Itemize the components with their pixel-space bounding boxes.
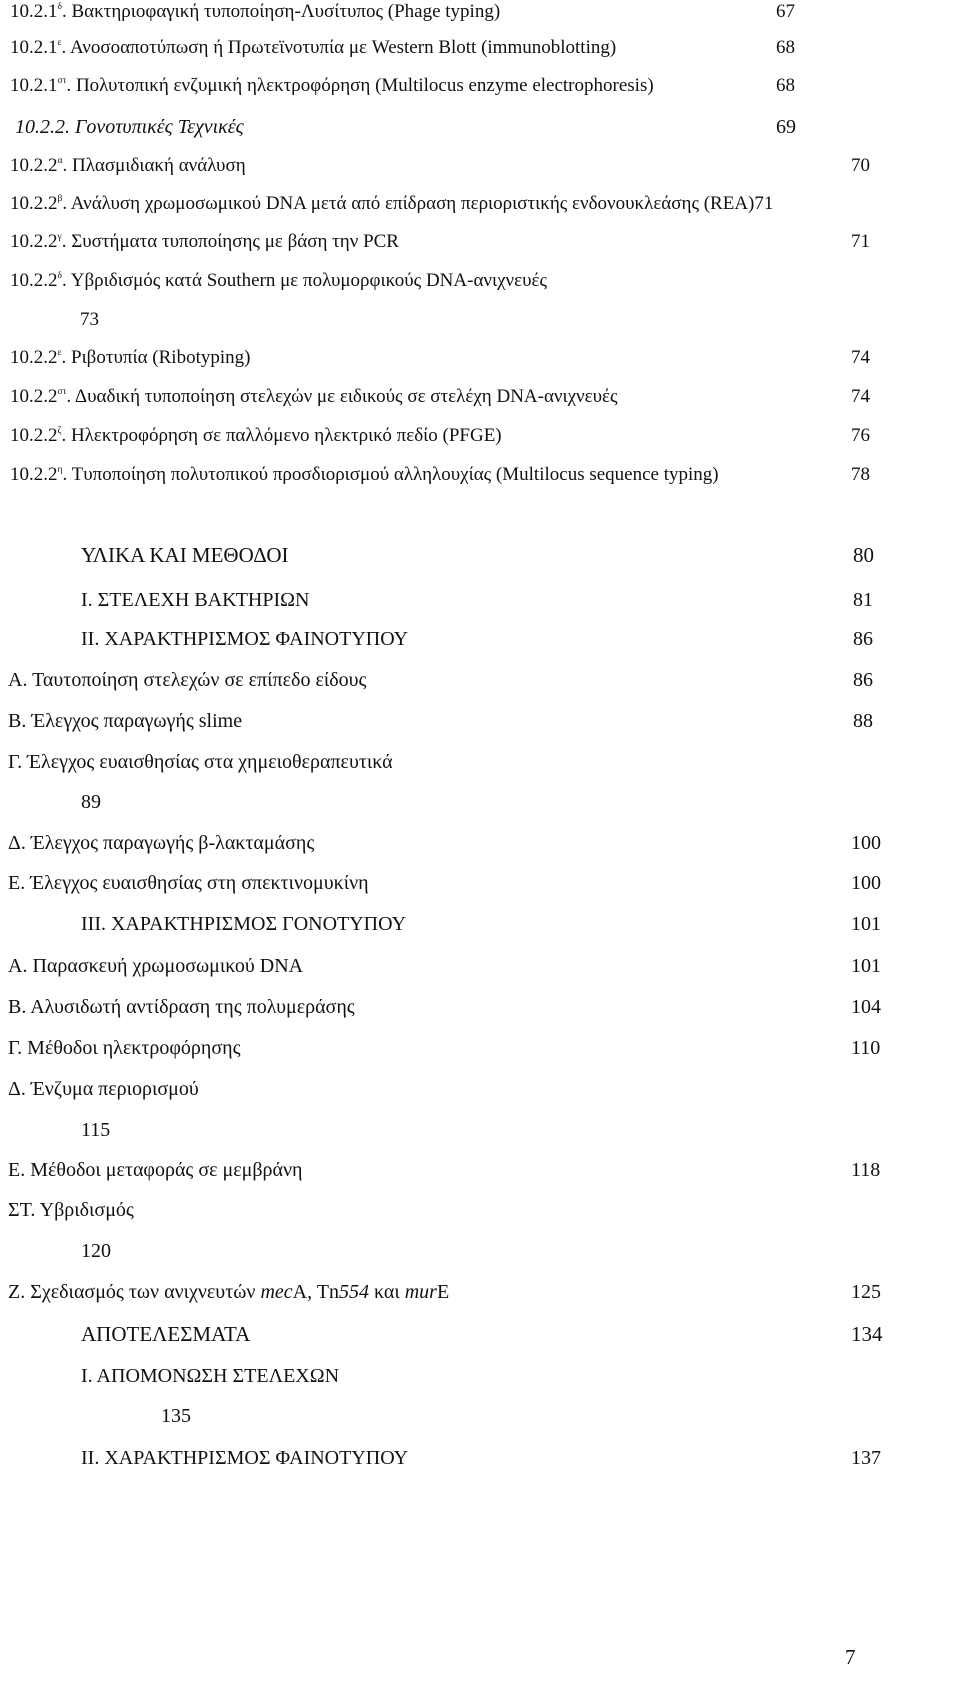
toc-entry: ΙΙΙ. ΧΑΡΑΚΤΗΡΙΣΜΟΣ ΓΟΝΟΤΥΠΟΥ: [81, 913, 407, 935]
toc-page-number: 134: [851, 1322, 883, 1346]
toc-entry: Ι. ΣΤΕΛΕΧΗ ΒΑΚΤΗΡΙΩΝ: [81, 589, 310, 611]
toc-page-number: 135: [161, 1405, 191, 1427]
toc-page-number: 74: [851, 347, 870, 368]
toc-entry: Β. Έλεγχος παραγωγής slime: [8, 710, 243, 732]
toc-chapter-heading: ΑΠΟΤΕΛΕΣΜΑΤΑ: [81, 1322, 251, 1346]
toc-entry: $10.2.2^{\sigma\tau}$. Δυαδική τυποποίηση στελεχών με ειδικούς σε στελέχη DNA-ανιχνευές: [10, 386, 618, 407]
toc-entry: Γ. Μέθοδοι ηλεκτροφόρησης: [8, 1037, 241, 1059]
toc-entry: Β. Αλυσιδωτή αντίδραση της πολυμεράσης: [8, 996, 355, 1018]
toc-entry: Α. Ταυτοποίηση στελεχών σε επίπεδο είδους: [8, 669, 367, 691]
toc-page-number: 74: [851, 386, 870, 407]
toc-page-number: 120: [81, 1240, 111, 1262]
toc-entry: Ζ. Σχεδιασμός των ανιχνευτών mecA, Tn554 και murE: [8, 1281, 450, 1303]
toc-entry: $10.2.1^\varepsilon$. Ανοσοαποτύπωση ή Πρωτεϊνοτυπία με Western Blott (immunoblotting): [10, 37, 617, 58]
toc-page-number: 110: [851, 1037, 881, 1059]
toc-page-number: 101: [851, 913, 881, 935]
toc-entry: $10.2.1^{\sigma\tau}$. Πολυτοπική ενζυμική ηλεκτροφόρηση (Multilocus enzyme electrophoresis): [10, 75, 654, 96]
toc-page-number: 70: [851, 155, 870, 176]
toc-page-number: 89: [81, 791, 101, 813]
toc-entry: ΙΙ. ΧΑΡΑΚΤΗΡΙΣΜΟΣ ΦΑΙΝΟΤΥΠΟΥ: [81, 1447, 409, 1469]
toc-page-number: 76: [851, 425, 870, 446]
toc-section-heading: 10.2.2. Γονοτυπικές Τεχνικές: [15, 116, 244, 138]
toc-page-number: 81: [853, 589, 873, 611]
toc-entry: $10.2.2^\alpha$. Πλασμιδιακή ανάλυση: [10, 155, 246, 176]
toc-entry: $10.2.2^\zeta$. Ηλεκτροφόρηση σε παλλόμενο ηλεκτρικό πεδίο (PFGE): [10, 425, 502, 446]
toc-entry: Ι. ΑΠΟΜΟΝΩΣΗ ΣΤΕΛΕΧΩΝ: [81, 1365, 340, 1387]
toc-entry: Ε. Μέθοδοι μεταφοράς σε μεμβράνη: [8, 1159, 303, 1181]
toc-page-number: 118: [851, 1159, 881, 1181]
toc-page-number: 88: [853, 710, 873, 732]
toc-entry: $10.2.2^\beta$. Ανάλυση χρωμοσωμικού DNA μετά από επίδραση περιοριστικής ενδονουκλεάσης (REA)71: [10, 193, 774, 214]
toc-page-number: 104: [851, 996, 881, 1018]
toc-page-number: 68: [776, 37, 795, 58]
toc-page-number: 100: [851, 872, 881, 894]
toc-entry: $10.2.2^\gamma$. Συστήματα τυποποίησης με βάση την PCR: [10, 231, 399, 252]
toc-page-number: 100: [851, 832, 881, 854]
toc-page-number: 115: [81, 1119, 111, 1141]
toc-entry: Δ. Έλεγχος παραγωγής β-λακταμάσης: [8, 832, 315, 854]
toc-page-number: 86: [853, 628, 873, 650]
toc-page-number: 137: [851, 1447, 881, 1469]
toc-entry: $10.2.2^\delta$. Υβριδισμός κατά Southern με πολυμορφικούς DNA-ανιχνευές: [10, 270, 548, 291]
page-number: 7: [845, 1645, 856, 1669]
toc-entry: $10.2.2^\eta$. Τυποποίηση πολυτοπικού προσδιορισμού αλληλουχίας (Multilocus sequence typing): [10, 464, 719, 485]
toc-page-number: 67: [776, 1, 795, 22]
toc-page-number: 71: [851, 231, 870, 252]
toc-page-number: 101: [851, 955, 881, 977]
toc-page-number: 68: [776, 75, 795, 96]
toc-page-number: 78: [851, 464, 870, 485]
toc-entry: Ε. Έλεγχος ευαισθησίας στη σπεκτινομυκίνη: [8, 872, 369, 894]
toc-page-number: 80: [853, 543, 874, 567]
toc-page-number: 69: [776, 116, 796, 138]
toc-entry: Δ. Ένζυμα περιορισμού: [8, 1078, 199, 1100]
toc-entry: $10.2.2^\varepsilon$. Ριβοτυπία (Ribotyping): [10, 347, 251, 368]
toc-chapter-heading: ΥΛΙΚΑ ΚΑΙ ΜΕΘΟΔΟΙ: [81, 543, 289, 567]
toc-entry: ΙΙ. ΧΑΡΑΚΤΗΡΙΣΜΟΣ ΦΑΙΝΟΤΥΠΟΥ: [81, 628, 409, 650]
toc-entry: Γ. Έλεγχος ευαισθησίας στα χημειοθεραπευτικά: [8, 751, 393, 773]
toc-page-number: 86: [853, 669, 873, 691]
toc-entry: Α. Παρασκευή χρωμοσωμικού DNA: [8, 955, 304, 977]
toc-page-number: 73: [80, 309, 99, 330]
toc-page-number: 125: [851, 1281, 881, 1303]
toc-entry: ΣΤ. Υβριδισμός: [8, 1199, 134, 1221]
toc-entry: $10.2.1^\delta$. Βακτηριοφαγική τυποποίηση-Λυσίτυπος (Phage typing): [10, 1, 501, 22]
